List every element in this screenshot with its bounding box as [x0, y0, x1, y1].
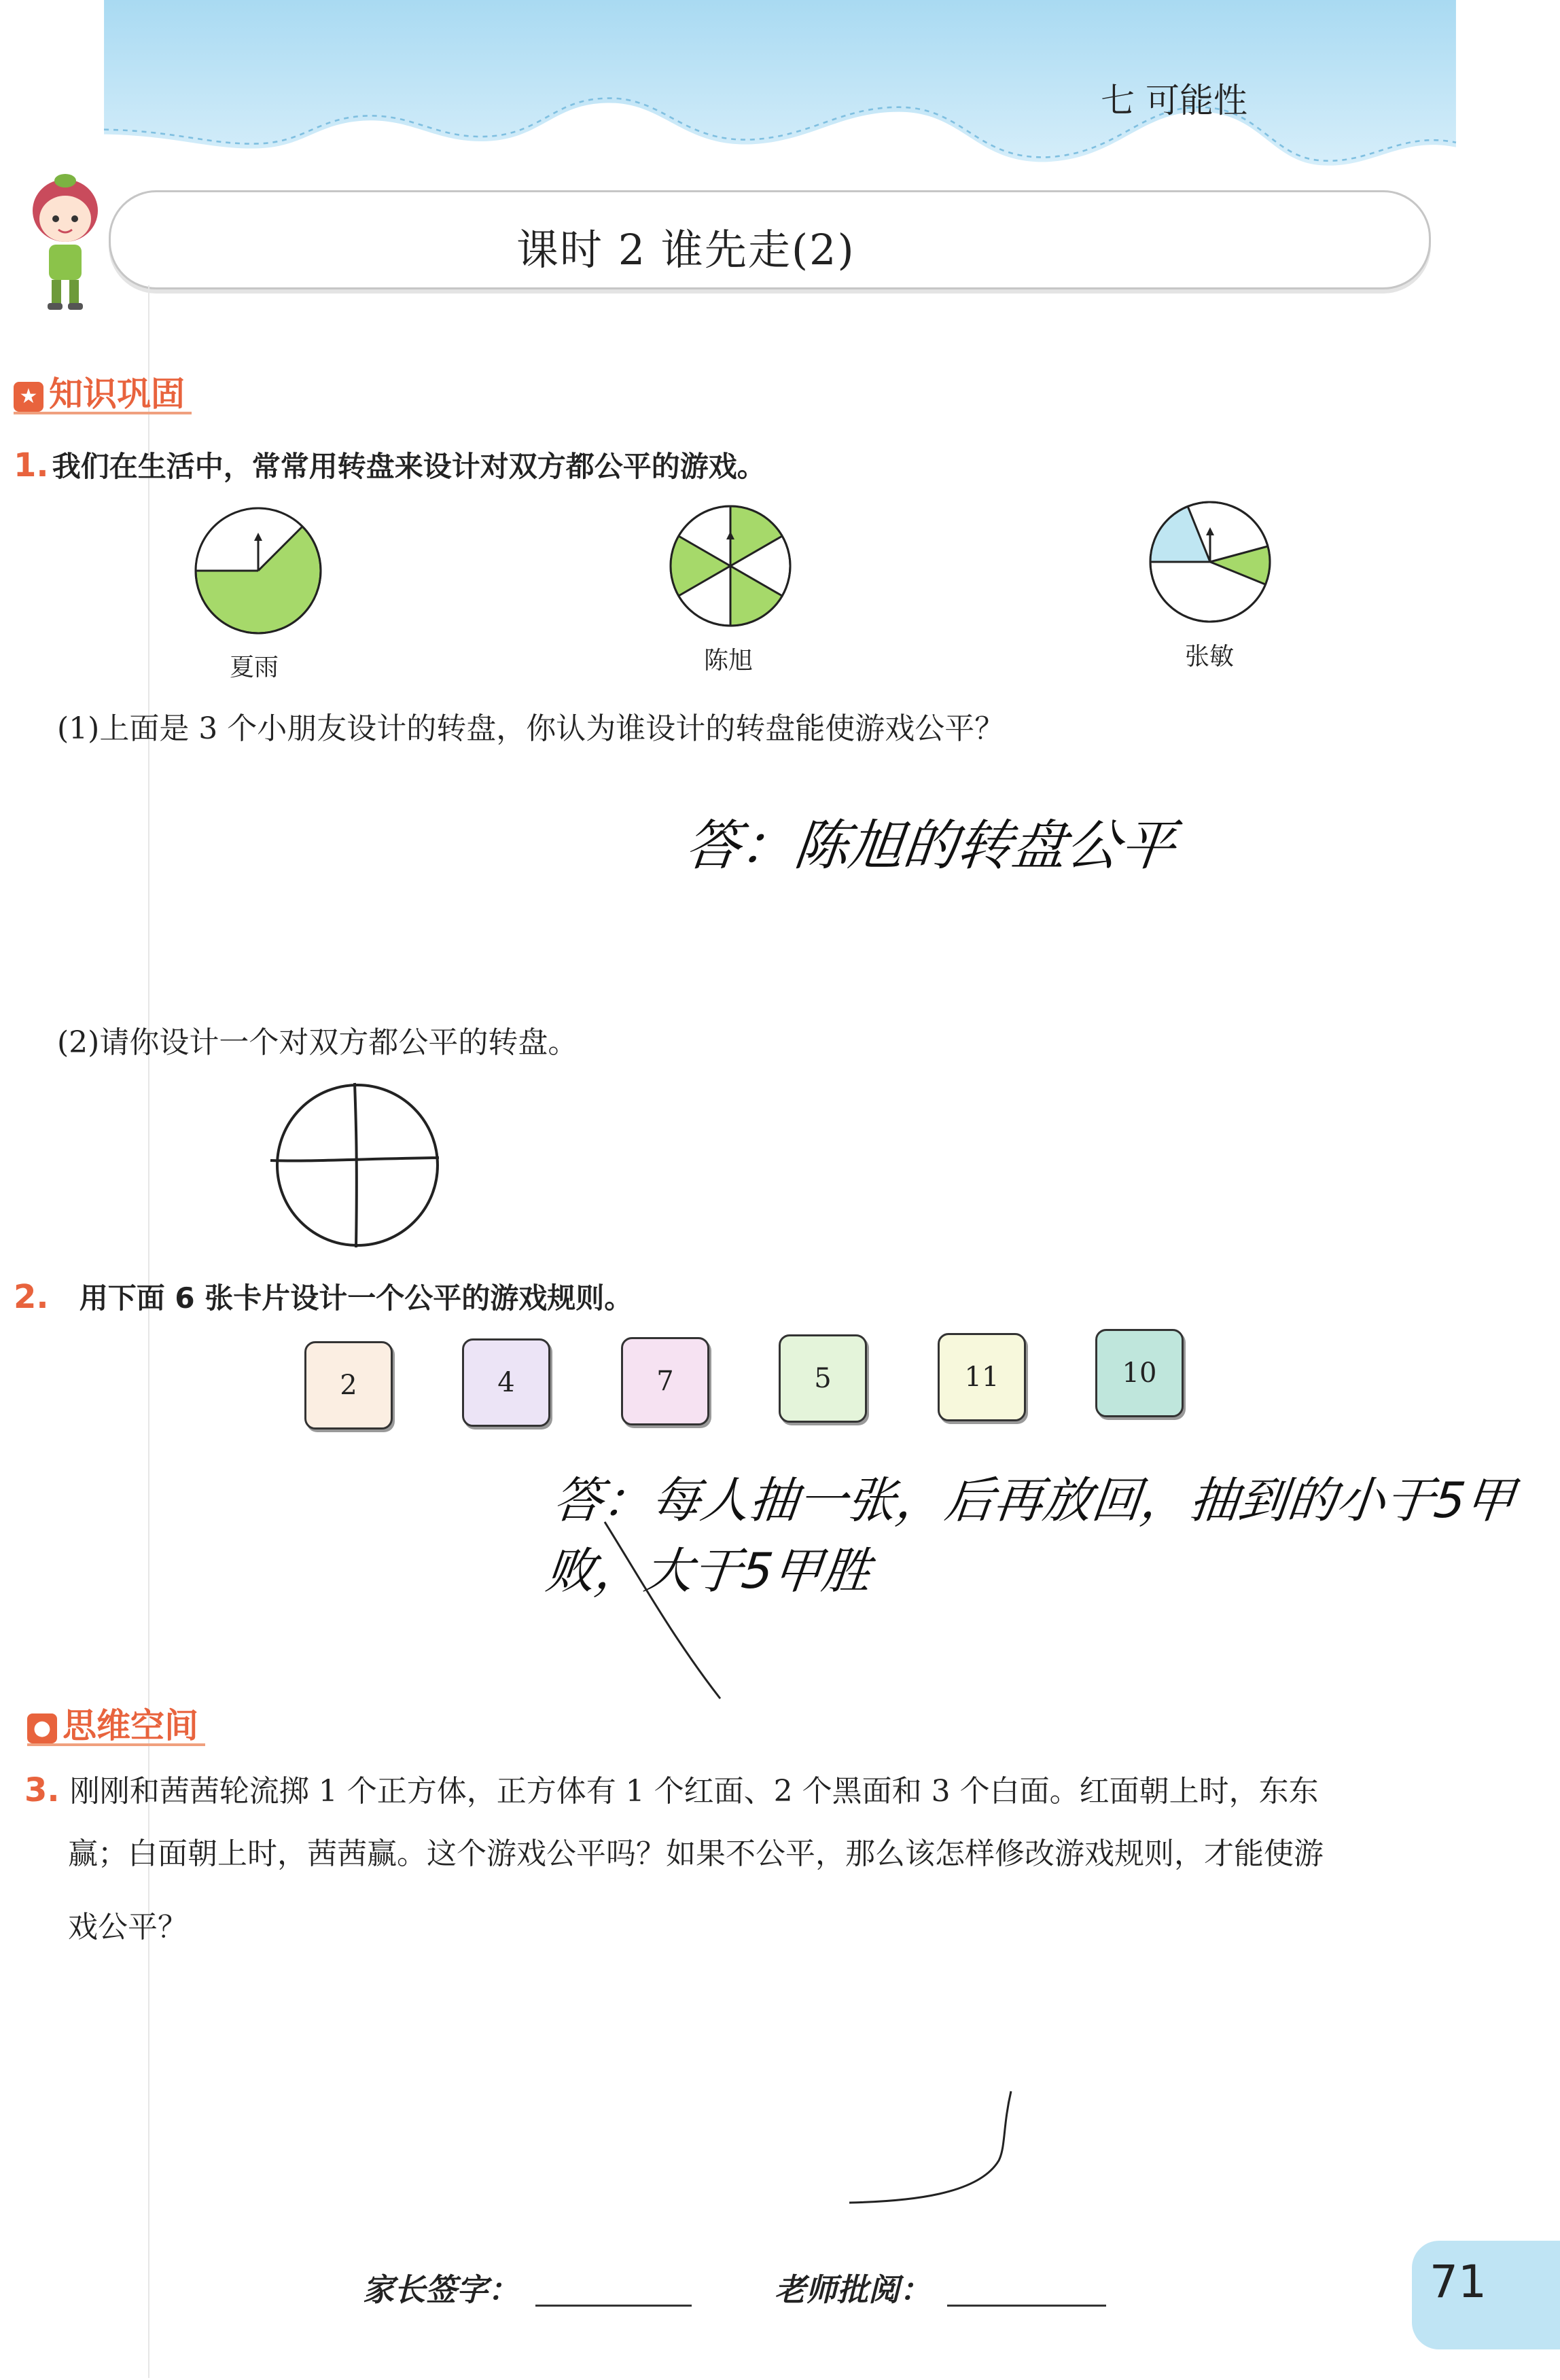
- parent-sign-label: 家长签字：: [363, 2271, 519, 2308]
- question-1: [14, 444, 766, 485]
- question-3-line3: 戏公平？: [68, 1910, 188, 1944]
- page-number: 71: [1430, 2256, 1487, 2308]
- card-11: 11: [938, 1333, 1026, 1421]
- parent-sign-line[interactable]: [535, 2298, 692, 2307]
- card-10: 10: [1095, 1329, 1184, 1417]
- pen-stroke: [843, 2086, 1019, 2222]
- card-4: 4: [462, 1338, 550, 1427]
- card-5: 5: [779, 1334, 867, 1423]
- header-cloud-band: [0, 0, 1560, 177]
- answer-1-handwritten: 答：陈旭的转盘公平: [682, 814, 1179, 877]
- card-7: 7: [621, 1337, 709, 1425]
- section-tag-consolidate: [14, 367, 192, 414]
- question-1-sub1: (1)上面是 3 个小朋友设计的转盘，你认为谁设计的转盘能使游戏公平？: [57, 711, 1005, 746]
- answer-2-handwritten: 答：每人抽一张，后再放回，抽到的小于5甲败，大于5甲胜: [543, 1472, 1518, 1599]
- teacher-review-line[interactable]: [947, 2298, 1106, 2307]
- question-3: [24, 1766, 1533, 1810]
- question-1-number: 1.: [14, 446, 49, 484]
- spinner-xiayu-label: 夏雨: [230, 654, 279, 681]
- section-tag-consolidate-label: 知识巩固: [49, 374, 185, 414]
- question-3-number: 3.: [24, 1771, 60, 1809]
- question-2: [14, 1276, 633, 1317]
- chapter-title: 七 可能性: [1101, 81, 1247, 120]
- card-2: 2: [304, 1341, 393, 1429]
- student-drawn-spinner: [269, 1080, 446, 1250]
- lesson-title: 课时 2 谁先走(2): [516, 225, 855, 274]
- spinner-xiayu: [190, 503, 326, 639]
- question-2-number: 2.: [14, 1278, 49, 1316]
- mascot-icon: [24, 170, 106, 319]
- teacher-review-label: 老师批阅：: [775, 2271, 931, 2308]
- question-1-sub2: (2)请你设计一个对双方都公平的转盘。: [57, 1025, 578, 1060]
- spinner-zhangmin: [1146, 497, 1275, 626]
- spinner-chenxu-label: 陈旭: [704, 647, 754, 675]
- pen-stroke: [598, 1515, 734, 1705]
- question-2-text: 用下面 6 张卡片设计一个公平的游戏规则。: [79, 1281, 633, 1315]
- section-tag-thinking-label: 思维空间: [63, 1706, 198, 1745]
- lightbulb-icon: ●: [27, 1713, 57, 1743]
- section-tag-thinking: [27, 1699, 205, 1746]
- question-1-text: 我们在生活中，常常用转盘来设计对双方都公平的游戏。: [52, 450, 766, 483]
- question-3-line2: 赢；白面朝上时，茜茜赢。这个游戏公平吗？如果不公平，那么该怎样修改游戏规则，才能使游: [68, 1836, 1324, 1871]
- binding-margin-line: [148, 285, 149, 2378]
- spinner-chenxu: [666, 501, 795, 630]
- spinner-zhangmin-label: 张敏: [1185, 643, 1235, 671]
- question-3-line1: 刚刚和茜茜轮流掷 1 个正方体，正方体有 1 个红面、2 个黑面和 3 个白面。红面朝上时，东东: [69, 1774, 1319, 1809]
- star-icon: ★: [14, 382, 43, 412]
